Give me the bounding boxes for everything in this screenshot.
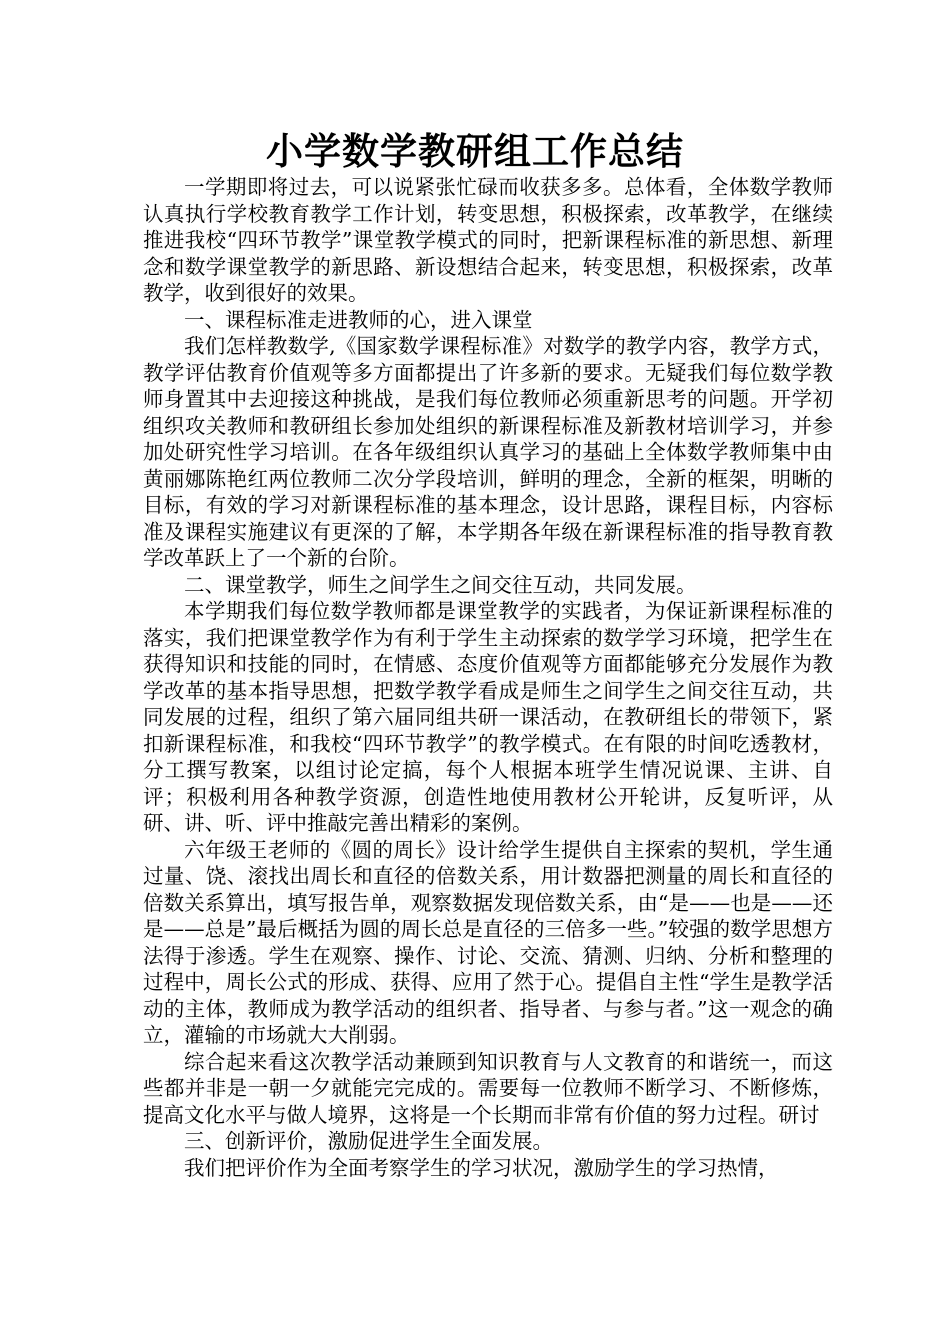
paragraph-example-lesson: 六年级王老师的《圆的周长》设计给学生提供自主探索的契机，学生通过量、饶、滚找出周长和直径的倍数关系，用计数器把测量的周长和直径的倍数关系算出，填写报告单，观察数据发现倍数关系，由“是——也是——还是——总是”最后概括为圆的周长总是直径的三倍多一些。”较强的数学思想方法得于渗透。学生在观察、操作、讨论、交流、猜测、归纳、分析和整理的过程中，周长公式的形成、获得、应用了然于心。提倡自主性“学生是教学活动的主体，教师成为教学活动的组织者、指导者、与参与者。”这一观念的确立，灌输的市场就大大削弱。 [143,837,833,1047]
section-heading-2: 二、课堂教学，师生之间学生之间交往互动，共同发展。 [184,572,697,597]
section-heading-1: 一、课程标准走进教师的心，进入课堂 [184,307,533,332]
document-body [143,174,833,1181]
section-heading-3: 三、创新评价，激励促进学生全面发展。 [184,1129,553,1153]
paragraph-section-1: 我们怎样教数学,《国家数学课程标准》对数学的教学内容，教学方式，教学评估教育价值观等多方面都提出了许多新的要求。无疑我们每位数学教师身置其中去迎接这种挑战，是我们每位教师必须重新思考的问题。开学初组织攻关教师和教研组长参加处组织的新课程标准及新教材培训学习，并参加处研究性学习培训。在各年级组织认真学习的基础上全体数学教师集中由黄丽娜陈艳红两位教师二次分学段培训，鲜明的理念，全新的框架，明晰的目标，有效的学习对新课程标准的基本理念，设计思路，课程目标，内容标准及课程实施建议有更深的了解，本学期各年级在新课程标准的指导教育教学改革跃上了一个新的台阶。 [143,334,833,570]
paragraph-intro: 一学期即将过去，可以说紧张忙碌而收获多多。总体看，全体数学教师认真执行学校教育教学工作计划，转变思想，积极探索，改革教学，在继续推进我校“四环节教学”课堂教学模式的同时，把新课程标准的新思想、新理念和数学课堂教学的新思路、新设想结合起来，转变思想，积极探索，改革教学，收到很好的效果。 [143,175,833,305]
paragraph-section-3: 我们把评价作为全面考察学生的学习状况，激励学生的学习热情， [184,1155,779,1180]
paragraph-summary: 综合起来看这次教学活动兼顾到知识教育与人文教育的和谐统一，而这些都并非是一朝一夕就能完完成的。需要每一位教师不断学习、不断修炼，提高文化水平与做人境界，这将是一个长期而非常有价值的努力过程。研讨 [143,1049,833,1127]
paragraph-section-2: 本学期我们每位数学教师都是课堂教学的实践者，为保证新课程标准的落实，我们把课堂教学作为有利于学生主动探索的数学学习环境，把学生在获得知识和技能的同时，在情感、态度价值观等方面都能够充分发展作为教学改革的基本指导思想，把数学教学看成是师生之间学生之间交往互动，共同发展的过程，组织了第六届同组共研一课活动，在教研组长的带领下，紧扣新课程标准，和我校“四环节教学”的教学模式。在有限的时间吃透教材，分工撰写教案，以组讨论定搞，每个人根据本班学生情况说课、主讲、自评；积极利用各种教学资源，创造性地使用教材公开轮讲，反复听评，从研、讲、听、评中推敲完善出精彩的案例。 [143,599,833,835]
document-title: 小学数学教研组工作总结 [266,129,684,173]
